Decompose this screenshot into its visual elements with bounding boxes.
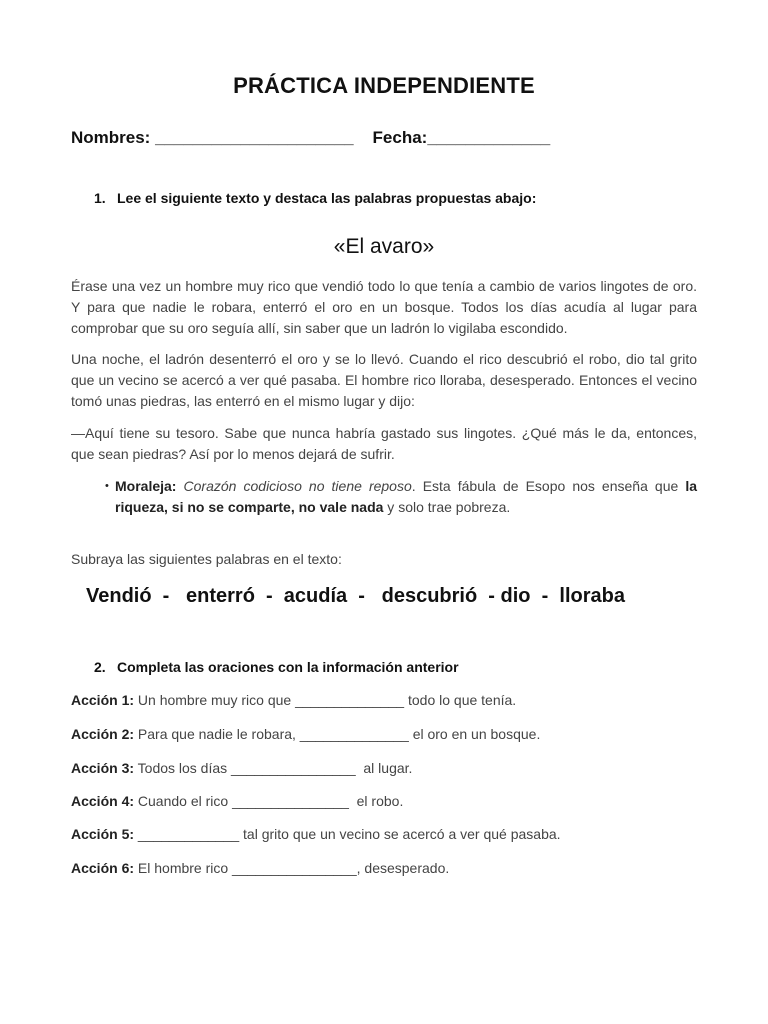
story-paragraph-3: —Aquí tiene su tesoro. Sabe que nunca habría gastado sus lingotes. ¿Qué más le da, entonces, que sean piedras? Así por lo menos dejará de sufrir. [71, 425, 697, 462]
story-paragraph-1: Érase una vez un hombre muy rico que vendió todo lo que tenía a cambio de varios lingotes de oro. Y para que nadie le robara, enterró el oro en un bosque. Todos los días acudía al lugar para comprobar que su oro seguía allí, sin saber que un ladrón lo vigilaba escondido. [71, 278, 697, 336]
accion-4 [71, 793, 403, 809]
accion-label: Acción 3: [71, 760, 135, 776]
accion-label: Acción 2: [71, 726, 135, 742]
moraleja-bold: la riqueza, si no se comparte, no vale nada [115, 478, 698, 515]
accion-sentence: El hombre rico ________________, desesperado. [134, 860, 450, 876]
question-2-number: 2. [94, 659, 106, 675]
accion-sentence: Para que nadie le robara, ______________ el oro en un bosque. [134, 726, 541, 742]
name-date-row [71, 128, 550, 148]
accion-sentence: Cuando el rico _______________ el robo. [134, 793, 404, 809]
accion-label: Acción 1: [71, 692, 135, 708]
nombres-blank: _____________________ [155, 128, 354, 147]
moraleja-item [105, 476, 697, 518]
moraleja-text-a: . Esta fábula de Esopo nos enseña que [411, 478, 686, 494]
accion-3 [71, 760, 412, 776]
accion-1 [71, 692, 516, 708]
accion-sentence: Todos los días ________________ al lugar. [134, 760, 413, 776]
question-2-text: Completa las oraciones con la información anterior [117, 659, 459, 675]
moraleja-text [115, 476, 697, 518]
page-title: PRÁCTICA INDEPENDIENTE [233, 73, 535, 98]
question-2-heading [94, 659, 459, 675]
accion-2 [71, 726, 540, 742]
fecha-label: Fecha: [372, 128, 428, 147]
question-1-heading [94, 190, 536, 206]
moraleja-quote: Corazón codicioso no tiene reposo [183, 478, 412, 494]
word-list: Vendió - enterró - acudía - descubrió - dio - lloraba [86, 585, 625, 607]
accion-sentence: _____________ tal grito que un vecino se acercó a ver qué pasaba. [134, 826, 561, 842]
moraleja-label: Moraleja: [115, 478, 177, 494]
accion-label: Acción 6: [71, 860, 135, 876]
underline-instruction: Subraya las siguientes palabras en el texto: [71, 551, 342, 567]
question-1-number: 1. [94, 190, 106, 206]
story-title: «El avaro» [333, 235, 435, 258]
nombres-label: Nombres: [71, 128, 156, 147]
question-1-text: Lee el siguiente texto y destaca las palabras propuestas abajo: [117, 190, 537, 206]
bullet-icon: • [105, 480, 109, 492]
accion-sentence: Un hombre muy rico que ______________ todo lo que tenía. [134, 692, 517, 708]
accion-label: Acción 5: [71, 826, 135, 842]
story-paragraph-2: Una noche, el ladrón desenterró el oro y se lo llevó. Cuando el rico descubrió el robo, dio tal grito que un vecino se acercó a ver qué pasaba. El hombre rico lloraba, desesperado. Entonces el vecino tomó unas piedras, las enterró en el mismo lugar y dijo: [71, 351, 697, 409]
accion-6 [71, 860, 449, 876]
accion-label: Acción 4: [71, 793, 135, 809]
fecha-blank: _____________ [427, 128, 551, 147]
accion-5 [71, 826, 561, 842]
moraleja-text-b: y solo trae pobreza. [383, 499, 511, 515]
